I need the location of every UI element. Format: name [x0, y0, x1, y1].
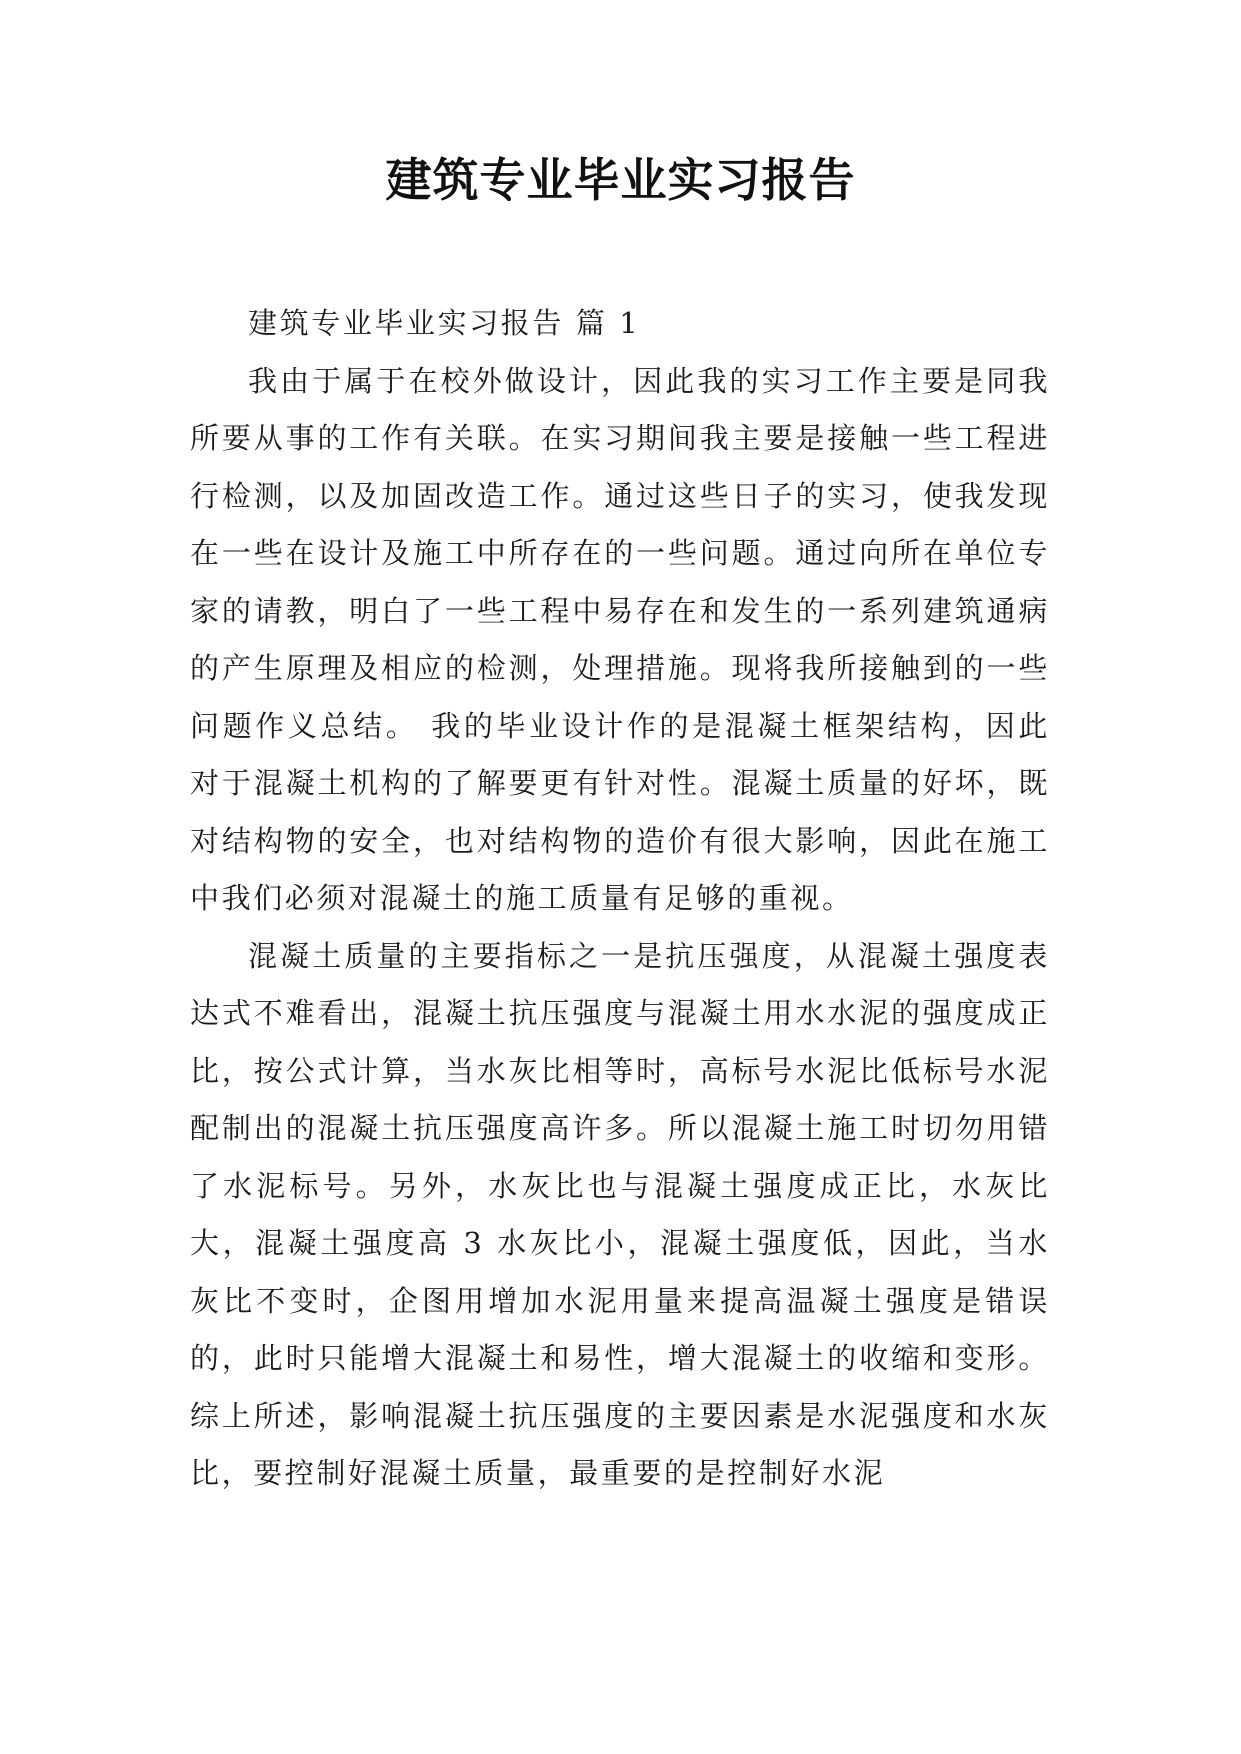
paragraph-2: 混凝土质量的主要指标之一是抗压强度，从混凝土强度表达式不难看出，混凝土抗压强度与混凝土用水水泥的强度成正比，按公式计算，当水灰比相等时，高标号水泥比低标号水泥配制出的混凝土抗压强度高许多。所以混凝土施工时切勿用错了水泥标号。另外，水灰比也与混凝土强度成正比，水灰比大，混凝土强度高 3 水灰比小，混凝土强度低，因此，当水灰比不变时，企图用增加水泥用量来提高温凝土强度是错误的，此时只能增大混凝土和易性，增大混凝土的收缩和变形。综上所述，影响混凝土抗压强度的主要因素是水泥强度和水灰比，要控制好混凝土质量，最重要的是控制好水泥: [190, 938, 1050, 1490]
page-title: 建筑专业毕业实习报告: [385, 153, 856, 207]
paragraph-1: 我由于属于在校外做设计，因此我的实习工作主要是同我所要从事的工作有关联。在实习期间我主要是接触一些工程进行检测，以及加固改造工作。通过这些日子的实习，使我发现在一些在设计及施工中所存在的一些问题。通过向所在单位专家的请教，明白了一些工程中易存在和发生的一系列建筑通病的产生原理及相应的检测，处理措施。现将我所接触到的一些问题作义总结。 我的毕业设计作的是混凝土框架结构，因此对于混凝土机构的了解要更有针对性。混凝土质量的好坏，既对结构物的安全，也对结构物的造价有很大影响，因此在施工中我们必须对混凝土的施工质量有足够的重视。: [190, 363, 1050, 915]
section-heading: 建筑专业毕业实习报告 篇 1: [248, 306, 641, 340]
document-body: [190, 295, 1050, 1503]
